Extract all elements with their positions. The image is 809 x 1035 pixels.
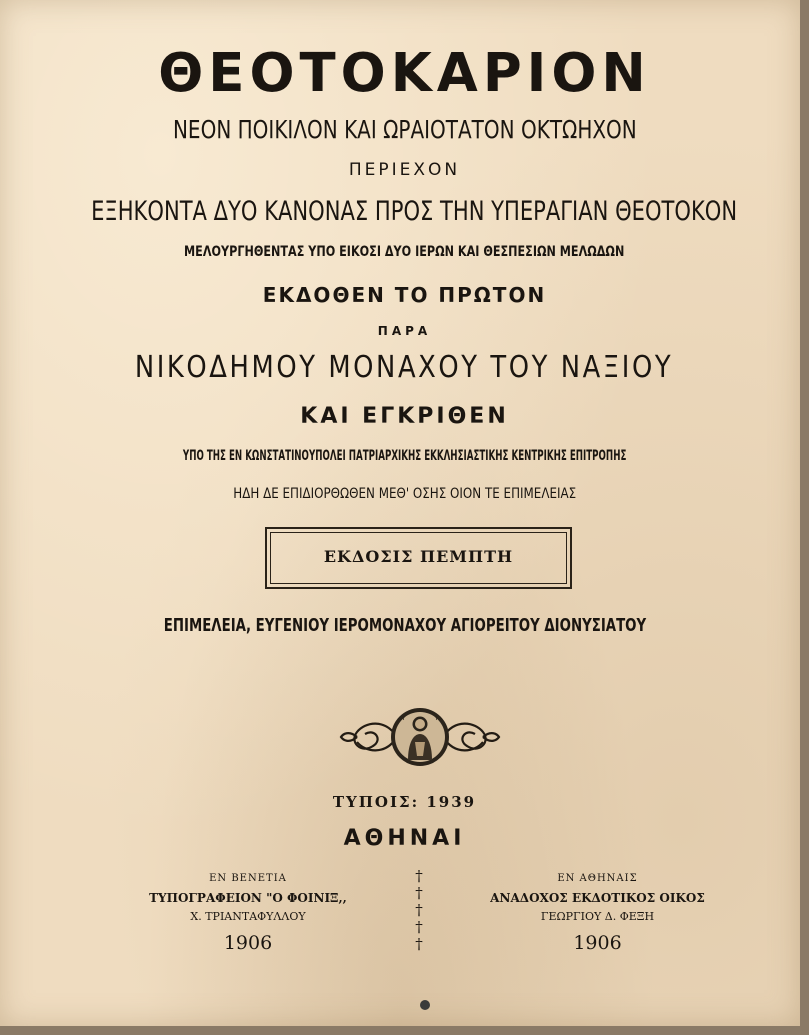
- saint-medallion-ornament-icon: [335, 704, 505, 770]
- canons-line: [0, 196, 809, 227]
- svg-text:✝: ✝: [434, 715, 440, 722]
- approved-line: ΚΑΙ ΕΓΚΡΙΘΕΝ: [300, 404, 509, 429]
- committee-line: [0, 448, 809, 464]
- athens-place: ΕΝ ΑΘΗΝΑΙΣ: [557, 873, 638, 884]
- venice-edition-column: [113, 873, 383, 954]
- cross-icon: †: [415, 867, 423, 885]
- venice-printer: ΤΥΠΟΓΡΑΦΕΙΟΝ "Ο ΦΟΙΝΙΞ,,: [149, 891, 347, 905]
- athens-publisher: ΑΝΑΔΟΧΟΣ ΕΚΔΟΤΙΚΟΣ ΟΙΚΟΣ: [490, 891, 705, 905]
- venice-place: ΕΝ ΒΕΝΕΤΙΑ: [209, 873, 287, 884]
- author-line: [0, 350, 809, 385]
- imprint-line: ΤΥΠΟΙΣ: 1939: [332, 793, 477, 811]
- cross-column: [409, 868, 429, 953]
- edition-label: ΕΚΔΟΣΙΣ ΠΕΜΠΤΗ: [323, 547, 514, 566]
- author-text: ΝΙΚΟΔΗΜΟΥ ΜΟΝΑΧΟΥ ΤΟΥ ΝΑΞΙΟΥ: [135, 350, 674, 385]
- venice-owner: Χ. ΤΡΙΑΝΤΑΦΥΛΛΟΥ: [190, 910, 306, 923]
- edition-box: [265, 527, 572, 589]
- athens-year: 1906: [573, 932, 622, 954]
- first-published-line: ΕΚΔΟΘΕΝ ΤΟ ΠΡΩΤΟΝ: [262, 283, 547, 307]
- book-title: ΘΕΟΤΟΚΑΡΙΟΝ: [158, 43, 651, 104]
- composers-text: ΜΕΛΟΥΡΓΗΘΕΝΤΑΣ ΥΠΟ ΕΙΚΟΣΙ ΔΥΟ ΙΕΡΩΝ ΚΑΙ ΘΕΣΠΕΣΙΩΝ ΜΕΛΩΔΩΝ: [184, 244, 625, 260]
- svg-text:✝: ✝: [401, 715, 407, 722]
- subtitle: [0, 115, 809, 144]
- canons-text: ΕΞΗΚΟΝΤΑ ΔΥΟ ΚΑΝΟΝΑΣ ΠΡΟΣ ΤΗΝ ΥΠΕΡΑΓΙΑΝ ΘΕΟΤΟΚΟΝ: [91, 196, 738, 227]
- contains-label: ΠΕΡΙΕΧΟΝ: [348, 160, 461, 180]
- subtitle-text: ΝΕΟΝ ΠΟΙΚΙΛΟΝ ΚΑΙ ΩΡΑΙΟΤΑΤΟΝ ΟΚΤΩΗΧΟΝ: [172, 115, 637, 144]
- editor-line: [0, 615, 809, 636]
- cross-icon: †: [415, 935, 423, 953]
- corrected-text: ΗΔΗ ΔΕ ΕΠΙΔΙΟΡΘΩΘΕΝ ΜΕΘ' ΟΣΗΣ ΟΙΟΝ ΤΕ ΕΠΙΜΕΛΕΙΑΣ: [233, 486, 576, 502]
- venice-year: 1906: [223, 932, 273, 954]
- cross-icon: †: [415, 918, 423, 936]
- binding-hole: [420, 1000, 430, 1010]
- corrected-line: [0, 486, 809, 502]
- by-label: ΠΑΡΑ: [377, 324, 432, 338]
- editor-text: ΕΠΙΜΕΛΕΙΑ, ΕΥΓΕΝΙΟΥ ΙΕΡΟΜΟΝΑΧΟΥ ΑΓΙΟΡΕΙΤΟΥ ΔΙΟΝΥΣΙΑΤΟΥ: [163, 615, 646, 636]
- athens-owner: ΓΕΩΡΓΙΟΥ Δ. ΦΕΞΗ: [540, 910, 655, 923]
- cross-icon: †: [415, 901, 423, 919]
- cross-icon: †: [415, 884, 423, 902]
- committee-text: ΥΠΟ ΤΗΣ ΕΝ ΚΩΝΣΤΑΤΙΝΟΥΠΟΛΕΙ ΠΑΤΡΙΑΡΧΙΚΗΣ ΕΚΚΛΗΣΙΑΣΤΙΚΗΣ ΚΕΝΤΡΙΚΗΣ ΕΠΙΤΡΟΠΗΣ: [182, 448, 627, 464]
- athens-edition-column: [455, 873, 740, 954]
- city-name: ΑΘΗΝΑΙ: [343, 826, 466, 851]
- composers-line: [0, 244, 809, 260]
